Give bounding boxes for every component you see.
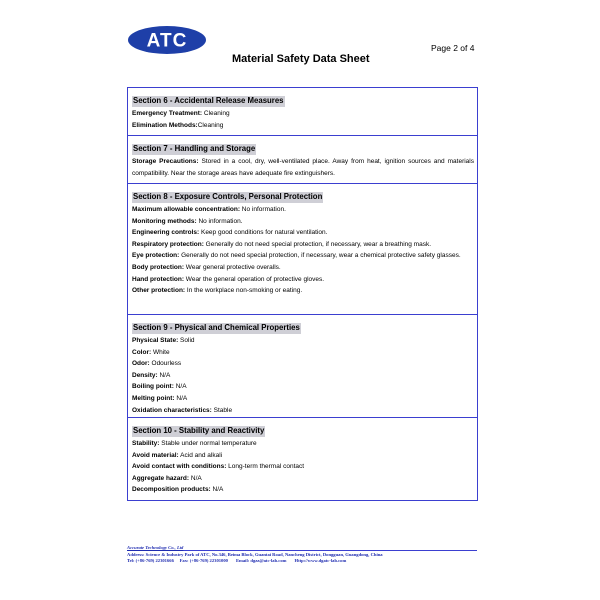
field-line (132, 216, 474, 228)
section-title: Section 8 - Exposure Controls, Personal Protection (133, 192, 323, 201)
field-label: Respiratory protection: (132, 240, 204, 248)
field-line (132, 473, 474, 485)
field-line (132, 370, 474, 382)
field-label: Monitoring methods: (132, 217, 197, 225)
footer-http-label: Http: (294, 558, 306, 563)
field-line (132, 450, 474, 462)
field-value: White (151, 348, 170, 356)
field-line (132, 438, 474, 450)
field-line (132, 393, 474, 405)
field-line (132, 335, 474, 347)
field-label: Stability: (132, 440, 160, 447)
field-line (132, 227, 474, 239)
field-line (132, 156, 474, 179)
footer (127, 545, 383, 564)
field-line (132, 358, 474, 370)
section-9 (128, 315, 477, 418)
footer-contact-line (127, 558, 383, 564)
field-value: N/A (173, 383, 187, 391)
field-label: Melting point: (132, 394, 175, 402)
section-10 (128, 418, 477, 500)
footer-tel: (+86-769) 22301666 (134, 558, 174, 563)
field-value: Generally do not need special protection, if necessary, wear a chemical protective safety glasses. (179, 252, 461, 260)
field-label: Storage Precautions: (132, 158, 199, 165)
field-value: Odourless (149, 360, 182, 368)
field-label: Avoid material: (132, 451, 179, 459)
footer-address: Science & Industry Park of ATC, No.346, Beima Block, Guantai Road, Nancheng District, Dongguan, Guangdong, China (144, 552, 383, 557)
field-value: N/A (189, 474, 202, 482)
field-label: Avoid contact with conditions: (132, 463, 227, 471)
field-label: Odor: (132, 360, 150, 368)
field-label: Other protection: (132, 287, 186, 295)
field-label: Engineering controls: (132, 229, 200, 237)
field-label: Physical State: (132, 337, 179, 344)
footer-fax-label: Fax: (179, 558, 189, 563)
field-line (132, 347, 474, 359)
field-line (132, 461, 474, 473)
field-value: Generally do not need special protection, if necessary, wear a breathing mask. (203, 240, 432, 248)
field-line (132, 250, 474, 262)
field-line (132, 274, 474, 286)
field-value: Acid and alkali (178, 451, 223, 459)
section-8 (128, 184, 477, 315)
field-value: Stable (211, 406, 233, 414)
field-label: Boiling point: (132, 383, 174, 391)
field-line (132, 204, 474, 216)
field-value: Solid (178, 337, 195, 344)
field-label: Emergency Treatment: (132, 110, 203, 117)
msds-content-box (127, 87, 478, 501)
field-label: Maximum allowable concentration: (132, 206, 240, 213)
footer-company: Accurate Technology Co., Ltd (127, 545, 184, 550)
footer-tel-label: Tel: (127, 558, 135, 563)
field-label: Aggregate hazard: (132, 474, 190, 482)
page-number: Page 2 of 4 (431, 43, 475, 53)
field-label: Body protection: (132, 263, 184, 271)
field-line (132, 405, 474, 417)
field-line (132, 262, 474, 274)
field-line (132, 108, 474, 120)
field-label: Elimination Methods: (132, 121, 198, 129)
field-line (132, 120, 474, 132)
footer-address-label: Address: (127, 552, 145, 557)
field-label: Eye protection: (132, 252, 180, 260)
field-label: Density: (132, 371, 158, 379)
section-title: Section 10 - Stability and Reactivity (133, 426, 265, 435)
field-value: Long-term thermal contact (226, 463, 305, 471)
field-value: N/A (174, 394, 188, 402)
section-title: Section 7 - Handling and Storage (133, 144, 256, 153)
atc-logo (127, 25, 207, 55)
field-value: N/A (210, 486, 224, 494)
field-value: Keep good conditions for natural ventilation. (199, 229, 328, 237)
section-title: Section 6 - Accidental Release Measures (133, 96, 284, 105)
section-title: Section 9 - Physical and Chemical Properties (133, 323, 300, 332)
field-label: Color: (132, 348, 152, 356)
field-value: N/A (157, 371, 171, 379)
field-label: Oxidation characteristics: (132, 406, 212, 414)
footer-http[interactable]: //www.dgatc-lab.com (305, 558, 347, 563)
footer-email[interactable]: dgzz@atc-lab.com (249, 558, 287, 563)
field-value: Cleaning (202, 110, 230, 117)
field-label: Hand protection: (132, 275, 184, 283)
field-value: No information. (240, 206, 286, 213)
field-line (132, 285, 474, 297)
section-7 (128, 136, 477, 184)
field-value: No information. (196, 217, 243, 225)
footer-fax: (+86-769) 22301000 (188, 558, 228, 563)
field-line (132, 381, 474, 393)
document-title: Material Safety Data Sheet (232, 53, 370, 65)
section-6 (128, 88, 477, 136)
field-value: Wear general protective overalls. (184, 263, 281, 271)
field-value: Stable under normal temperature (159, 440, 257, 447)
field-value: Cleaning (197, 121, 224, 129)
field-label: Decomposition products: (132, 486, 211, 494)
footer-email-label: Email: (235, 558, 250, 563)
field-value: In the workplace non-smoking or eating. (185, 287, 303, 295)
field-line (132, 484, 474, 496)
field-value: Stored in a cool, dry, well-ventilated place. Away from heat, ignition sources and materials compatibility. Near the storage areas have adequate fire extinguishers. (132, 158, 474, 177)
field-line (132, 239, 474, 251)
field-value: Wear the general operation of protective gloves. (184, 275, 325, 283)
logo-text: ATC (146, 30, 188, 52)
